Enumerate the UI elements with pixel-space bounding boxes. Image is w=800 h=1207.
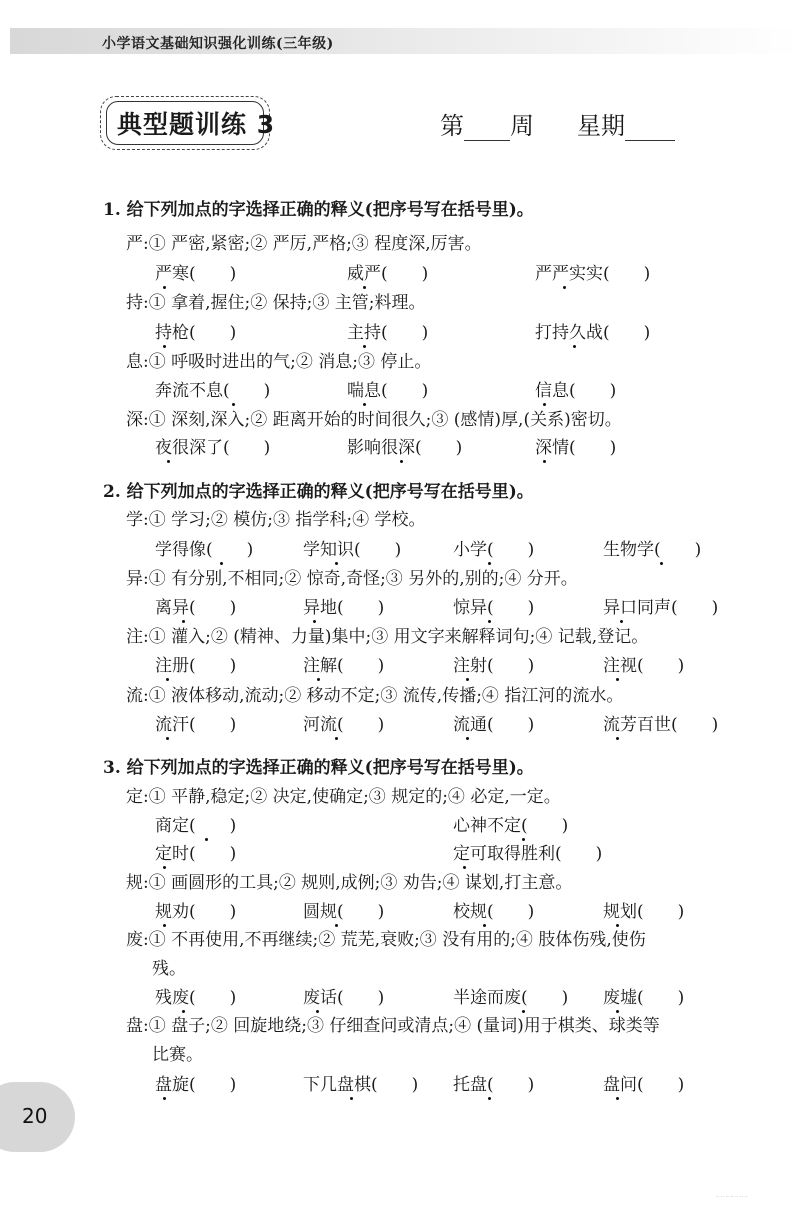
word-item: 盘旋( ) bbox=[155, 1075, 237, 1095]
word-item: 圆规( ) bbox=[303, 902, 385, 922]
emphasis-dot bbox=[616, 924, 619, 927]
emphasis-dot bbox=[488, 1097, 491, 1100]
weekday-blank[interactable] bbox=[625, 114, 675, 141]
definition-line: 废:① 不再使用,不再继续;② 荒芜,衰败;③ 没有用的;④ 肢体伤残,使伤 bbox=[126, 930, 646, 950]
question-heading: 3. 给下列加点的字选择正确的释义(把序号写在括号里)。 bbox=[103, 758, 534, 778]
word-item: 离异( ) bbox=[155, 598, 237, 618]
word-item: 信息( ) bbox=[535, 381, 617, 401]
word-item: 小学( ) bbox=[453, 540, 535, 560]
word-item: 商定( ) bbox=[155, 816, 237, 836]
word-item: 校规( ) bbox=[453, 902, 535, 922]
emphasis-dot bbox=[616, 1010, 619, 1013]
emphasis-dot bbox=[335, 562, 338, 565]
emphasis-dot bbox=[543, 460, 546, 463]
emphasis-dot bbox=[317, 678, 320, 681]
question-heading: 1. 给下列加点的字选择正确的释义(把序号写在括号里)。 bbox=[103, 200, 534, 220]
emphasis-dot bbox=[163, 345, 166, 348]
word-item: 规劝( ) bbox=[155, 902, 237, 922]
word-item: 心神不定( ) bbox=[453, 816, 569, 836]
definition-line: 注:① 灌入;② (精神、力量)集中;③ 用文字来解释词句;④ 记载,登记。 bbox=[126, 627, 649, 647]
word-item: 夜很深了( ) bbox=[155, 438, 271, 458]
word-item: 定时( ) bbox=[155, 844, 237, 864]
emphasis-dot bbox=[483, 924, 486, 927]
emphasis-dot bbox=[163, 924, 166, 927]
word-item: 严严实实( ) bbox=[535, 264, 651, 284]
emphasis-dot bbox=[573, 345, 576, 348]
word-item: 托盘( ) bbox=[453, 1075, 535, 1095]
word-item: 残废( ) bbox=[155, 988, 237, 1008]
word-item: 河流( ) bbox=[303, 715, 385, 735]
emphasis-dot bbox=[363, 403, 366, 406]
word-item: 深情( ) bbox=[535, 438, 617, 458]
word-item: 定可取得胜利( ) bbox=[453, 844, 603, 864]
word-item: 注视( ) bbox=[603, 656, 685, 676]
word-item: 学知识( ) bbox=[303, 540, 402, 560]
book-title: 小学语文基础知识强化训练(三年级) bbox=[102, 36, 334, 52]
word-item: 奔流不息( ) bbox=[155, 381, 271, 401]
emphasis-dot bbox=[166, 678, 169, 681]
emphasis-dot bbox=[182, 1010, 185, 1013]
emphasis-dot bbox=[466, 737, 469, 740]
word-item: 比赛。 bbox=[152, 1045, 203, 1065]
emphasis-dot bbox=[616, 1097, 619, 1100]
week-unit: 周 bbox=[510, 112, 534, 140]
word-item: 下几盘棋( ) bbox=[303, 1075, 419, 1095]
word-item: 半途而废( ) bbox=[453, 988, 569, 1008]
week-blank[interactable] bbox=[464, 114, 510, 141]
word-item: 异口同声( ) bbox=[603, 598, 719, 618]
emphasis-dot bbox=[163, 866, 166, 869]
emphasis-dot bbox=[400, 460, 403, 463]
emphasis-dot bbox=[660, 562, 663, 565]
word-item: 学得像( ) bbox=[155, 540, 254, 560]
emphasis-dot bbox=[363, 286, 366, 289]
emphasis-dot bbox=[313, 620, 316, 623]
watermark: ·· ·· ·· ·· ·· ·· ·· bbox=[716, 1194, 748, 1200]
emphasis-dot bbox=[463, 866, 466, 869]
word-item: 注册( ) bbox=[155, 656, 237, 676]
emphasis-dot bbox=[563, 286, 566, 289]
word-item: 流芳百世( ) bbox=[603, 715, 719, 735]
word-item: 打持久战( ) bbox=[535, 323, 651, 343]
emphasis-dot bbox=[166, 737, 169, 740]
page-number: 20 bbox=[22, 1104, 48, 1128]
emphasis-dot bbox=[466, 678, 469, 681]
emphasis-dot bbox=[616, 678, 619, 681]
emphasis-dot bbox=[488, 562, 491, 565]
word-item: 废墟( ) bbox=[603, 988, 685, 1008]
emphasis-dot bbox=[522, 1010, 525, 1013]
definition-line: 异:① 有分别,不相同;② 惊奇,奇怪;③ 另外的,别的;④ 分开。 bbox=[126, 569, 578, 589]
definition-line: 深:① 深刻,深入;② 距离开始的时间很久;③ (感情)厚,(关系)密切。 bbox=[126, 410, 622, 430]
word-item: 影响很深( ) bbox=[347, 438, 463, 458]
weekday-field bbox=[577, 106, 675, 141]
word-item: 盘问( ) bbox=[603, 1075, 685, 1095]
emphasis-dot bbox=[232, 403, 235, 406]
definition-line: 规:① 画圆形的工具;② 规则,成例;③ 劝告;④ 谋划,打主意。 bbox=[126, 873, 573, 893]
emphasis-dot bbox=[335, 737, 338, 740]
word-item: 喘息( ) bbox=[347, 381, 429, 401]
word-item: 惊异( ) bbox=[453, 598, 535, 618]
emphasis-dot bbox=[182, 620, 185, 623]
word-item: 注射( ) bbox=[453, 656, 535, 676]
word-item: 异地( ) bbox=[303, 598, 385, 618]
emphasis-dot bbox=[163, 286, 166, 289]
emphasis-dot bbox=[167, 460, 170, 463]
question-heading: 2. 给下列加点的字选择正确的释义(把序号写在括号里)。 bbox=[103, 482, 534, 502]
word-item: 流汗( ) bbox=[155, 715, 237, 735]
emphasis-dot bbox=[316, 1010, 319, 1013]
emphasis-dot bbox=[522, 838, 525, 841]
definition-line: 息:① 呼吸时进出的气;② 消息;③ 停止。 bbox=[126, 352, 432, 372]
emphasis-dot bbox=[616, 737, 619, 740]
emphasis-dot bbox=[335, 924, 338, 927]
emphasis-dot bbox=[163, 1097, 166, 1100]
definition-line: 持:① 拿着,握住;② 保持;③ 主管;料理。 bbox=[126, 293, 426, 313]
emphasis-dot bbox=[620, 620, 623, 623]
word-item: 威严( ) bbox=[347, 264, 429, 284]
emphasis-dot bbox=[543, 403, 546, 406]
section-title: 典型题训练 3 bbox=[117, 110, 276, 139]
word-item: 注解( ) bbox=[303, 656, 385, 676]
word-item: 流通( ) bbox=[453, 715, 535, 735]
word-item: 主持( ) bbox=[347, 323, 429, 343]
definition-line: 严:① 严密,紧密;② 严厉,严格;③ 程度深,厉害。 bbox=[126, 234, 482, 254]
week-label: 第 bbox=[440, 112, 464, 140]
emphasis-dot bbox=[350, 1097, 353, 1100]
emphasis-dot bbox=[488, 620, 491, 623]
emphasis-dot bbox=[363, 345, 366, 348]
emphasis-dot bbox=[220, 562, 223, 565]
word-item: 生物学( ) bbox=[603, 540, 702, 560]
word-item: 持枪( ) bbox=[155, 323, 237, 343]
word-item: 严寒( ) bbox=[155, 264, 237, 284]
word-item: 废话( ) bbox=[303, 988, 385, 1008]
word-item: 规划( ) bbox=[603, 902, 685, 922]
emphasis-dot bbox=[205, 838, 208, 841]
definition-line: 流:① 液体移动,流动;② 移动不定;③ 流传,传播;④ 指江河的流水。 bbox=[126, 686, 624, 706]
definition-line: 盘:① 盘子;② 回旋地绕;③ 仔细查问或清点;④ (量词)用于棋类、球类等 bbox=[126, 1016, 660, 1036]
word-item: 残。 bbox=[152, 959, 186, 979]
weekday-label: 星期 bbox=[577, 112, 625, 140]
definition-line: 定:① 平静,稳定;② 决定,使确定;③ 规定的;④ 必定,一定。 bbox=[126, 787, 561, 807]
definition-line: 学:① 学习;② 模仿;③ 指学科;④ 学校。 bbox=[126, 510, 426, 530]
week-field bbox=[440, 106, 534, 141]
